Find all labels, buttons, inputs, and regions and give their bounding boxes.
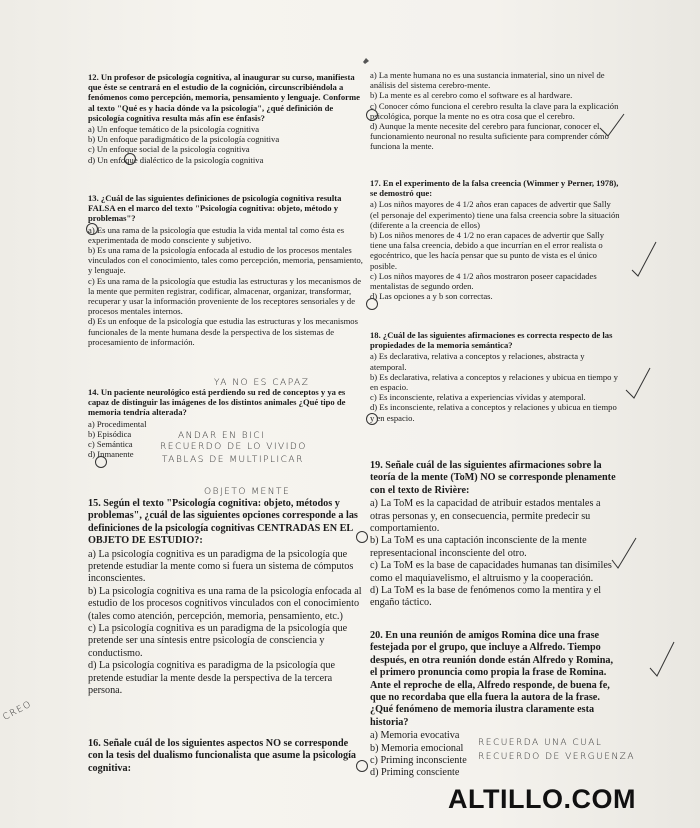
question-12-option-a: a) Un enfoque temático de la psicología cognitiva xyxy=(88,124,260,135)
question-13-option-a: a) Es una rama de la psicología que estudia la vida mental tal como ésta es experimentada de modo consciente y subjetivo. xyxy=(88,224,345,245)
question-16-option-a: a) La mente humana no es una sustancia inmaterial, sino un nivel de análisis del sistema cerebro-mente. xyxy=(370,70,605,91)
question-12 xyxy=(88,72,363,165)
question-14-option-b: b) Episódica xyxy=(88,428,132,439)
question-16 xyxy=(88,738,363,776)
question-18-option-a: a) Es declarativa, relativa a conceptos y relaciones, abstracta y atemporal. xyxy=(370,351,585,372)
question-13-option-b: b) Es una rama de la psicología enfocada al estudio de los procesos mentales vinculados con el conocimiento, tales como percepción, memoria, pensamiento, y lenguaje. xyxy=(88,245,363,276)
question-18-option-c: c) Es inconsciente, relativa a experiencias vívidas y atemporal. xyxy=(370,392,586,403)
handwritten-note-andar: ANDAR EN BICI xyxy=(178,431,266,441)
answer-circle-q19 xyxy=(356,531,368,543)
question-13 xyxy=(88,193,363,347)
watermark-logo: ALTILLO.COM xyxy=(448,784,636,814)
question-20-option-a: a) Memoria evocativa xyxy=(370,730,460,742)
question-18-option-b: b) Es declarativa, relativa a conceptos y relaciones y ubicua en tiempo y en espacio. xyxy=(370,371,618,393)
answer-circle-q18 xyxy=(366,413,378,425)
question-12-stem: 12. Un profesor de psicología cognitiva, al inaugurar su curso, manifiesta que éste se centrará en el estudio de la cognición, circunscribiéndola a fenómenos como percepción, memoria, pensamiento y lenguaje. Conforme al texto "Qué es y hacia dónde va la psicología", ¿qué definición de psicología cognitiva resulta más afín ese énfasis? xyxy=(88,72,360,123)
question-20-option-b: b) Memoria emocional xyxy=(370,742,464,754)
question-14-option-c: c) Semántica xyxy=(88,439,133,450)
question-20-option-c: c) Priming inconsciente xyxy=(370,755,467,767)
question-14-option-a: a) Procedimental xyxy=(88,418,147,429)
question-15-stem: 15. Según el texto "Psicología cognitiva: objeto, métodos y problemas", ¿cuál de las siguientes opciones corresponde a las definiciones de la psicología cognitivas CENTRADAS EN EL OBJETO DE ESTUDIO?: xyxy=(88,498,358,547)
question-14-stem: 14. Un paciente neurológico está perdiendo su red de conceptos y ya es capaz de distinguir las imágenes de los distintos animales ¿Qué tipo de memoria tendría alterada? xyxy=(88,387,346,418)
question-19-option-a: a) La ToM es la capacidad de atribuir estados mentales a otras personas y, en consecuencia, permite predecir su comportamiento. xyxy=(370,498,601,535)
check-mark-icon xyxy=(624,366,654,406)
answer-circle-q16 xyxy=(366,109,378,121)
question-17-option-d: d) Las opciones a y b son correctas. xyxy=(370,291,493,302)
question-16-option-b: b) La mente es al cerebro como el software es al hardware. xyxy=(370,90,573,101)
question-15 xyxy=(88,498,363,698)
answer-circle-q13 xyxy=(86,223,98,235)
question-20-stem: 20. En una reunión de amigos Romina dice una frase festejada por el grupo, que incluye a Alfredo. Tiempo después, en otra reunión donde están Alfredo y Romina, el primero pronuncia como propia la frase de Romina. Ante el reproche de ella, Alfredo responde, de buena fe, que no recordaba que ella fuera la autora de la frase. ¿Qué fenómeno de memoria ilustra claramente esta historia? xyxy=(370,630,614,728)
question-15-option-a: a) La psicología cognitiva es un paradigma de la psicología que pretende estudiar la mente como si fuera un sistema de cómputos inconscientes. xyxy=(88,548,354,585)
question-15-option-b: b) La psicología cognitiva es una rama de la psicología enfocada al estudio de los procesos cognitivos vinculados con el conocimiento (tales como atención, percepción, memoria, pensamiento, etc.) xyxy=(88,585,362,622)
handwritten-note-ya-no: YA NO ES CAPAZ xyxy=(214,378,310,388)
question-17-option-a: a) Los niños mayores de 4 1/2 años eran capaces de advertir que Sally (el personaje del experimento) tiene una falsa creencia sobre la situación (diferente a la creencia de ellos) xyxy=(370,199,620,230)
question-19-option-d: d) La ToM es la base de fenómenos como la mentira y el engaño táctico. xyxy=(370,585,602,609)
question-20-option-d: d) Priming consciente xyxy=(370,767,460,779)
question-19-stem: 19. Señale cuál de las siguientes afirmaciones sobre la teoría de la mente (ToM) NO se corresponde plenamente con el texto de Rivière: xyxy=(370,460,616,496)
question-13-option-c: c) Es una rama de la psicología que estudia las estructuras y los mecanismos de la mente que permiten registrar, codificar, almacenar, organizar, transformar, recuperar y usar la información proveniente de los receptores sensoriales y de procesos mentales internos. xyxy=(88,275,362,317)
answer-circle-q17 xyxy=(366,298,378,310)
handwritten-note-recuerdo-verguenza: RECUERDO DE VERGUENZA xyxy=(478,752,636,762)
question-16-option-c: c) Conocer cómo funciona el cerebro resulta la clave para la explicación psicológica, porque la mente no es otra cosa que el cerebro. xyxy=(370,100,619,121)
question-18 xyxy=(370,330,620,423)
handwritten-note-creo: CREO xyxy=(1,699,34,723)
answer-circle-q14 xyxy=(95,456,107,468)
check-mark-icon xyxy=(610,536,640,576)
ink-mark-icon xyxy=(363,58,369,64)
check-mark-icon xyxy=(598,110,628,150)
question-14-option-d: d) Inmanente xyxy=(88,449,134,460)
question-19-option-c: c) La ToM es la base de capacidades humanas tan disímiles como el maquiavelismo, el altruismo y la cooperación. xyxy=(370,560,612,584)
question-17 xyxy=(370,178,620,301)
handwritten-note-objeto-mente: OBJETO MENTE xyxy=(204,487,291,497)
question-19 xyxy=(370,460,620,610)
question-16-option-d: d) Aunque la mente necesite del cerebro para funcionar, conocer el funcionamiento neuronal no resulta suficiente para comprender cómo funciona la mente. xyxy=(370,121,609,152)
answer-circle-q12 xyxy=(124,153,136,165)
question-16-continued xyxy=(370,70,620,152)
question-12-option-c: c) Un enfoque social de la psicología cognitiva xyxy=(88,144,250,155)
question-19-option-b: b) La ToM es una captación inconsciente de la mente representacional inconsciente del otro. xyxy=(370,535,587,559)
question-17-stem: 17. En el experimento de la falsa creencia (Wimmer y Perner, 1978), se demostró que: xyxy=(370,178,619,199)
handwritten-note-tablas: TABLAS DE MULTIPLICAR xyxy=(162,455,304,465)
check-mark-icon xyxy=(648,640,678,680)
answer-circle-q20 xyxy=(356,760,368,772)
question-13-option-d: d) Es un enfoque de la psicología que estudia las estructuras y los mecanismos funcionales de la mente humana desde la perspectiva de los sistemas de procesamiento de información. xyxy=(88,316,358,347)
question-17-option-c: c) Los niños mayores de 4 1/2 años mostraron poseer capacidades mentalistas de segundo orden. xyxy=(370,270,597,292)
handwritten-note-recuerda-una: RECUERDA UNA CUAL xyxy=(478,738,603,748)
question-18-stem: 18. ¿Cuál de las siguientes afirmaciones es correcta respecto de las propiedades de la memoria semántica? xyxy=(370,330,613,351)
check-mark-icon xyxy=(630,240,660,280)
question-15-option-d: d) La psicología cognitiva es paradigma de la psicología que pretende estudiar la mente desde la perspectiva de la tercera persona. xyxy=(88,660,335,697)
question-12-option-b: b) Un enfoque paradigmático de la psicología cognitiva xyxy=(88,134,280,145)
question-13-stem: 13. ¿Cuál de las siguientes definiciones de psicología cognitiva resulta FALSA en el marco del texto "Psicología cognitiva: objeto, método y problemas"? xyxy=(88,193,342,224)
question-12-option-d: d) Un enfoque dialéctico de la psicología cognitiva xyxy=(88,154,264,165)
question-18-option-d: d) Es inconsciente, relativa a conceptos y relaciones y ubicua en tiempo y en espacio. xyxy=(370,402,617,423)
question-17-option-b: b) Los niños menores de 4 1/2 no eran capaces de advertir que Sally tiene una falsa creencia, debido a que incurrían en el error realista o egocéntrico, que les hacía pensar que su punto de vista es el único posible. xyxy=(370,230,605,271)
question-16-stem: 16. Señale cuál de los siguientes aspectos NO se corresponde con la tesis del dualismo funcionalista que asume la psicología cognitiva: xyxy=(88,738,357,774)
question-15-option-c: c) La psicología cognitiva es un paradigma de la psicología que pretende ser una síntesis entre psicología de consciencia y conductismo. xyxy=(88,623,348,659)
handwritten-note-recuerdo-vivido: RECUERDO DE LO VIVIDO xyxy=(160,442,307,452)
